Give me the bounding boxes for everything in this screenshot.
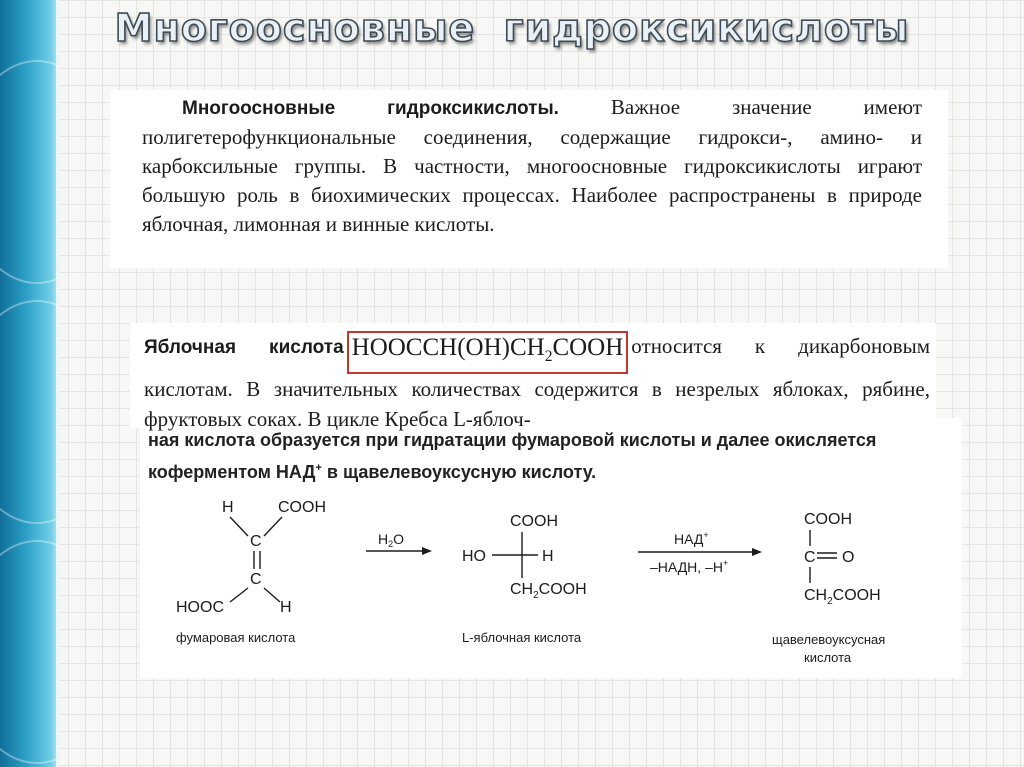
- nad-superscript: +: [315, 462, 322, 474]
- oxaloacetic-caption-line-1: щавелевоуксусная: [772, 632, 886, 647]
- bond-line: [230, 588, 248, 602]
- group-cooh: COOH: [278, 499, 326, 516]
- hydration-arrow: [366, 531, 432, 555]
- malic-acid-structure: [462, 513, 587, 645]
- arrow-bottom-label: –НАДН, –H+: [650, 558, 729, 575]
- intro-paragraph: [142, 93, 922, 239]
- fumaric-acid-caption: фумаровая кислота: [176, 630, 296, 645]
- malic-acid-formula-box: [347, 331, 629, 374]
- malic-acid-lead: Яблочная кислота: [144, 337, 344, 358]
- slide-title: Многоосновные гидроксикислоты: [114, 6, 910, 50]
- group-cooh: COOH: [804, 511, 852, 528]
- group-cooh: COOH: [510, 513, 558, 530]
- krebs-text-end: в щавелевоуксусную кислоту.: [321, 462, 597, 482]
- malic-acid-caption: L-яблочная кислота: [462, 630, 582, 645]
- malic-acid-paragraph: [144, 331, 930, 434]
- group-ch2cooh: $CH_2COOH$: [510, 581, 587, 601]
- group-hooc: HOOC: [176, 599, 224, 616]
- atom-c: C: [250, 533, 262, 550]
- atom-c: C: [804, 549, 816, 566]
- krebs-paragraph: [148, 426, 938, 486]
- wave-decoration: [0, 540, 60, 764]
- decorative-side-stripe: [0, 0, 60, 767]
- atom-o: O: [842, 549, 855, 566]
- atom-c: C: [250, 571, 262, 588]
- formula-part: COOH: [552, 334, 624, 361]
- arrow-head: [752, 548, 762, 556]
- formula-subscript: 2: [544, 348, 553, 365]
- arrow-label: $H_2O$: [378, 531, 405, 549]
- stripe-edge: [56, 0, 60, 767]
- bond-line: [230, 517, 248, 536]
- bond-line: [264, 588, 280, 602]
- group-ch2cooh: $CH_2COOH$: [804, 587, 881, 607]
- oxaloacetic-acid-structure: [772, 511, 885, 665]
- bond-line: [264, 517, 282, 536]
- atom-h: H: [222, 499, 234, 516]
- atom-h: H: [542, 548, 554, 565]
- krebs-text: ная кислота образуется при гидратации фумаровой кислоты и далее окисляется коферментом НАД: [148, 430, 877, 482]
- malic-acid-text: относится к дикарбоновым кислотам. В значительных количествах содержится в незрелых яблоках, рябине, фруктовых соках. В цикле Кребса L-яблоч-: [144, 334, 930, 431]
- reaction-scheme: [140, 486, 940, 671]
- atom-h: H: [280, 599, 292, 616]
- formula-part: HOOCCH(OH)CH: [351, 334, 545, 361]
- arrow-top-label: НАД+: [674, 530, 709, 547]
- oxidation-arrow: [638, 530, 762, 575]
- wave-decoration: [0, 300, 60, 524]
- group-ho: HO: [462, 548, 486, 565]
- oxaloacetic-caption-line-2: кислота: [804, 650, 852, 665]
- fumaric-acid-structure: [176, 499, 326, 645]
- intro-lead: Многоосновные гидроксикислоты.: [182, 98, 559, 119]
- arrow-head: [422, 547, 432, 555]
- wave-decoration: [0, 60, 60, 284]
- intro-text: Важное значение имеют полигетерофункциональные соединения, содержащие гидрокси-, амино- и карбоксильные группы. В частности, многоосновные гидроксикислоты играют большую роль в биохимических процессах. Наиболее распространены в природе яблочная, лимонная и винные кислоты.: [142, 95, 922, 236]
